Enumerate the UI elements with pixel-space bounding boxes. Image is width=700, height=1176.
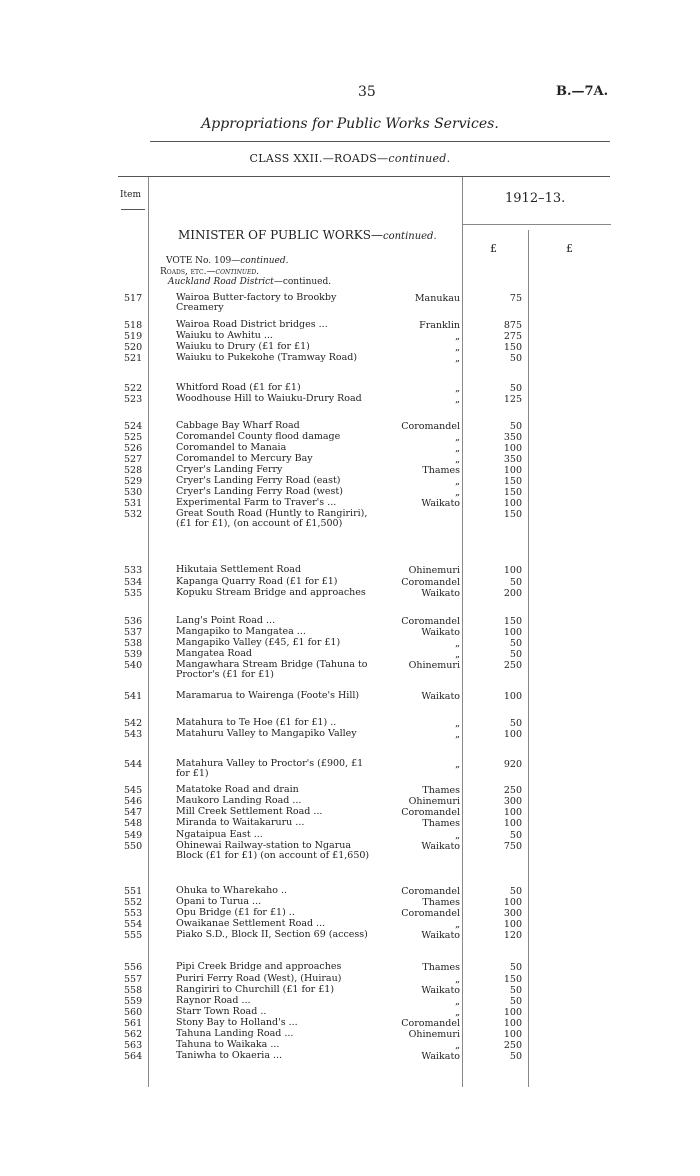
item-description: Coromandel to Mercury Bay <box>176 453 313 464</box>
electoral-district: „ <box>455 432 460 443</box>
item-number: 552 <box>124 897 143 908</box>
item-description: Kopuku Stream Bridge and approaches <box>176 587 366 598</box>
title-rule <box>150 141 610 142</box>
amount: 50 <box>509 1051 522 1062</box>
amount: 50 <box>509 638 522 649</box>
item-description: Wairoa Butter-factory to Brookby Creamery <box>176 292 337 313</box>
item-number: 557 <box>124 974 143 985</box>
item-description: Stony Bay to Holland's ... <box>176 1017 298 1028</box>
amount: 300 <box>503 796 522 807</box>
amount: 50 <box>509 996 522 1007</box>
page-title: Appropriations for Public Works Services. <box>201 116 499 132</box>
item-number: 563 <box>124 1040 143 1051</box>
item-description: Piako S.D., Block II, Section 69 (access) <box>176 929 368 940</box>
item-description: Experimental Farm to Traver's ... <box>176 497 337 508</box>
electoral-district: Coromandel <box>401 886 460 897</box>
amount: 150 <box>503 616 522 627</box>
item-description: Tahuna Landing Road ... <box>176 1028 294 1039</box>
item-number: 531 <box>124 498 143 509</box>
electoral-district: „ <box>455 759 460 770</box>
amount: 250 <box>503 785 522 796</box>
item-number: 523 <box>124 394 143 405</box>
item-description: Cryer's Landing Ferry Road (west) <box>176 486 343 497</box>
electoral-district: Waikato <box>421 841 460 852</box>
second-amount-divider <box>528 230 529 1087</box>
item-description: Great South Road (Huntly to Rangiriri), (£1 for £1), (on account of £1,500) <box>176 508 368 529</box>
amount: 100 <box>503 443 522 454</box>
electoral-district: Franklin <box>419 320 460 331</box>
item-number: 528 <box>124 465 143 476</box>
electoral-district: Waikato <box>421 627 460 638</box>
ministry-cont: continued. <box>382 231 437 242</box>
item-number: 559 <box>124 996 143 1007</box>
amount: 100 <box>503 919 522 930</box>
amount: 150 <box>503 476 522 487</box>
amount: 350 <box>503 432 522 443</box>
amount: 150 <box>503 509 522 520</box>
amount: 875 <box>503 320 522 331</box>
item-description: Miranda to Waitakaruru ... <box>176 817 305 828</box>
item-description: Mill Creek Settlement Road ... <box>176 806 323 817</box>
amount: 100 <box>503 498 522 509</box>
electoral-district: Waikato <box>421 691 460 702</box>
item-number: 537 <box>124 627 143 638</box>
item-number: 533 <box>124 565 143 576</box>
amount: 750 <box>503 841 522 852</box>
year-column-header: 1912–13. <box>505 191 566 206</box>
item-description: Starr Town Road .. <box>176 1006 267 1017</box>
item-description: Waiuku to Drury (£1 for £1) <box>176 341 310 352</box>
item-description: Mangawhara Stream Bridge (Tahuna to Proctor's (£1 for £1) <box>176 659 368 680</box>
electoral-district: „ <box>455 974 460 985</box>
amount: 100 <box>503 807 522 818</box>
item-number: 550 <box>124 841 143 852</box>
page-number: 35 <box>358 84 376 100</box>
item-header-rule <box>121 209 145 210</box>
electoral-district: Waikato <box>421 498 460 509</box>
amount: 50 <box>509 962 522 973</box>
item-number: 564 <box>124 1051 143 1062</box>
electoral-district: Ohinemuri <box>408 796 460 807</box>
electoral-district: „ <box>455 394 460 405</box>
pound-sign-col1: £ <box>490 242 497 255</box>
amount: 50 <box>509 577 522 588</box>
item-number: 545 <box>124 785 143 796</box>
electoral-district: „ <box>455 1007 460 1018</box>
item-description: Owaikanae Settlement Road ... <box>176 918 326 929</box>
item-number: 560 <box>124 1007 143 1018</box>
item-description: Rangiriri to Churchill (£1 for £1) <box>176 984 335 995</box>
electoral-district: Waikato <box>421 930 460 941</box>
item-number: 522 <box>124 383 143 394</box>
electoral-district: Coromandel <box>401 421 460 432</box>
vote-cont: continued. <box>240 256 289 266</box>
amount: 100 <box>503 1007 522 1018</box>
item-number: 524 <box>124 421 143 432</box>
item-description: Raynor Road ... <box>176 995 251 1006</box>
electoral-district: „ <box>455 996 460 1007</box>
item-description: Mangatea Road <box>176 648 252 659</box>
electoral-district: Waikato <box>421 1051 460 1062</box>
item-number: 541 <box>124 691 143 702</box>
electoral-district: Manukau <box>414 293 460 304</box>
amount: 250 <box>503 660 522 671</box>
item-number: 519 <box>124 331 143 342</box>
item-number: 553 <box>124 908 143 919</box>
item-description: Taniwha to Okaeria ... <box>176 1050 283 1061</box>
electoral-district: „ <box>455 342 460 353</box>
electoral-district: „ <box>455 638 460 649</box>
district-cont: —continued. <box>273 277 332 287</box>
item-description: Maramarua to Wairenga (Foote's Hill) <box>176 690 360 701</box>
item-number: 542 <box>124 718 143 729</box>
item-description: Coromandel County flood damage <box>176 431 341 442</box>
amount: 920 <box>503 759 522 770</box>
amount: 100 <box>503 691 522 702</box>
electoral-district: „ <box>455 487 460 498</box>
item-number: 532 <box>124 509 143 520</box>
item-number: 556 <box>124 962 143 973</box>
item-description: Coromandel to Manaia <box>176 442 287 453</box>
item-description: Matahura to Te Hoe (£1 for £1) .. <box>176 717 337 728</box>
amount-column-divider <box>462 177 463 1087</box>
item-number: 538 <box>124 638 143 649</box>
item-description: Pipi Creek Bridge and approaches <box>176 961 342 972</box>
item-description: Matahuru Valley to Mangapiko Valley <box>176 728 357 739</box>
year-header-rule <box>463 224 611 225</box>
item-number: 518 <box>124 320 143 331</box>
document-reference: B.—7A. <box>556 84 609 99</box>
item-number: 536 <box>124 616 143 627</box>
electoral-district: „ <box>455 454 460 465</box>
item-description: Opani to Turua ... <box>176 896 262 907</box>
electoral-district: „ <box>455 919 460 930</box>
item-number: 548 <box>124 818 143 829</box>
item-number: 561 <box>124 1018 143 1029</box>
electoral-district: „ <box>455 830 460 841</box>
electoral-district: „ <box>455 383 460 394</box>
amount: 100 <box>503 818 522 829</box>
amount: 50 <box>509 830 522 841</box>
item-number: 535 <box>124 588 143 599</box>
electoral-district: Ohinemuri <box>408 1029 460 1040</box>
item-description: Matatoke Road and drain <box>176 784 299 795</box>
item-description: Waiuku to Pukekohe (Tramway Road) <box>176 352 358 363</box>
electoral-district: Coromandel <box>401 1018 460 1029</box>
amount: 150 <box>503 974 522 985</box>
item-number: 521 <box>124 353 143 364</box>
item-number: 555 <box>124 930 143 941</box>
item-number: 539 <box>124 649 143 660</box>
ministry-heading <box>178 228 437 242</box>
district-label: Auckland Road District <box>168 277 274 287</box>
item-number: 517 <box>124 293 143 304</box>
amount: 100 <box>503 565 522 576</box>
item-number: 558 <box>124 985 143 996</box>
roads-label: Roads, etc.— <box>160 267 216 277</box>
amount: 50 <box>509 649 522 660</box>
item-number: 525 <box>124 432 143 443</box>
electoral-district: „ <box>455 353 460 364</box>
electoral-district: Ohinemuri <box>408 660 460 671</box>
electoral-district: Coromandel <box>401 616 460 627</box>
item-description: Cabbage Bay Wharf Road <box>176 420 300 431</box>
amount: 100 <box>503 729 522 740</box>
vote-heading <box>166 256 289 266</box>
item-description: Ohinewai Railway-station to Ngarua Block (£1 for £1) (on account of £1,650) <box>176 840 370 861</box>
electoral-district: „ <box>455 649 460 660</box>
amount: 50 <box>509 886 522 897</box>
electoral-district: Coromandel <box>401 577 460 588</box>
roads-heading <box>160 267 259 277</box>
amount: 100 <box>503 627 522 638</box>
amount: 250 <box>503 1040 522 1051</box>
amount: 120 <box>503 930 522 941</box>
amount: 100 <box>503 1029 522 1040</box>
item-number: 549 <box>124 830 143 841</box>
item-description: Ohuka to Wharekaho .. <box>176 885 288 896</box>
amount: 150 <box>503 342 522 353</box>
amount: 200 <box>503 588 522 599</box>
electoral-district: „ <box>455 331 460 342</box>
amount: 100 <box>503 897 522 908</box>
electoral-district: „ <box>455 729 460 740</box>
table-top-rule <box>118 176 610 177</box>
amount: 150 <box>503 487 522 498</box>
item-number: 540 <box>124 660 143 671</box>
item-description: Mangapiko Valley (£45, £1 for £1) <box>176 637 341 648</box>
item-number: 529 <box>124 476 143 487</box>
amount: 50 <box>509 985 522 996</box>
class-heading-main: CLASS XXII.—ROADS— <box>249 152 389 165</box>
electoral-district: Coromandel <box>401 908 460 919</box>
item-description: Maukoro Landing Road ... <box>176 795 302 806</box>
electoral-district: Thames <box>422 465 460 476</box>
item-number: 554 <box>124 919 143 930</box>
amount: 100 <box>503 1018 522 1029</box>
item-number: 527 <box>124 454 143 465</box>
item-description: Wairoa Road District bridges ... <box>176 319 328 330</box>
amount: 50 <box>509 383 522 394</box>
item-number: 526 <box>124 443 143 454</box>
electoral-district: Waikato <box>421 985 460 996</box>
item-number: 544 <box>124 759 143 770</box>
pound-sign-col2: £ <box>566 242 573 255</box>
class-heading-cont: continued. <box>388 152 451 165</box>
item-description: Puriri Ferry Road (West), (Huirau) <box>176 973 342 984</box>
item-description: Opu Bridge (£1 for £1) .. <box>176 907 295 918</box>
amount: 50 <box>509 353 522 364</box>
item-description: Mangapiko to Mangatea ... <box>176 626 306 637</box>
electoral-district: Thames <box>422 897 460 908</box>
amount: 75 <box>509 293 522 304</box>
item-number: 562 <box>124 1029 143 1040</box>
amount: 275 <box>503 331 522 342</box>
amount: 50 <box>509 421 522 432</box>
item-column-header: Item <box>120 190 142 200</box>
class-heading <box>0 152 700 165</box>
item-number: 534 <box>124 577 143 588</box>
electoral-district: Coromandel <box>401 807 460 818</box>
item-description: Tahuna to Waikaka ... <box>176 1039 280 1050</box>
electoral-district: „ <box>455 1040 460 1051</box>
item-description: Ngataipua East ... <box>176 829 263 840</box>
item-description: Waiuku to Awhitu ... <box>176 330 273 341</box>
amount: 350 <box>503 454 522 465</box>
item-description: Woodhouse Hill to Waiuku-Drury Road <box>176 393 362 404</box>
item-number: 546 <box>124 796 143 807</box>
item-description: Whitford Road (£1 for £1) <box>176 382 301 393</box>
roads-cont: continued. <box>215 267 260 277</box>
item-number: 530 <box>124 487 143 498</box>
electoral-district: Ohinemuri <box>408 565 460 576</box>
amount: 300 <box>503 908 522 919</box>
district-heading <box>168 277 331 287</box>
electoral-district: Waikato <box>421 588 460 599</box>
item-description: Cryer's Landing Ferry Road (east) <box>176 475 341 486</box>
ministry-name: MINISTER OF PUBLIC WORKS— <box>178 228 383 242</box>
amount: 100 <box>503 465 522 476</box>
item-number: 551 <box>124 886 143 897</box>
electoral-district: Thames <box>422 818 460 829</box>
item-description: Kapanga Quarry Road (£1 for £1) <box>176 576 338 587</box>
amount: 50 <box>509 718 522 729</box>
item-description: Cryer's Landing Ferry <box>176 464 283 475</box>
item-description: Matahura Valley to Proctor's (£900, £1 for £1) <box>176 758 364 779</box>
electoral-district: Thames <box>422 962 460 973</box>
vote-label: VOTE No. 109— <box>166 256 241 266</box>
electoral-district: „ <box>455 718 460 729</box>
electoral-district: „ <box>455 443 460 454</box>
item-description: Hikutaia Settlement Road <box>176 564 302 575</box>
item-number: 547 <box>124 807 143 818</box>
item-number: 543 <box>124 729 143 740</box>
amount: 125 <box>503 394 522 405</box>
item-description: Lang's Point Road ... <box>176 615 276 626</box>
item-number: 520 <box>124 342 143 353</box>
electoral-district: Thames <box>422 785 460 796</box>
electoral-district: „ <box>455 476 460 487</box>
